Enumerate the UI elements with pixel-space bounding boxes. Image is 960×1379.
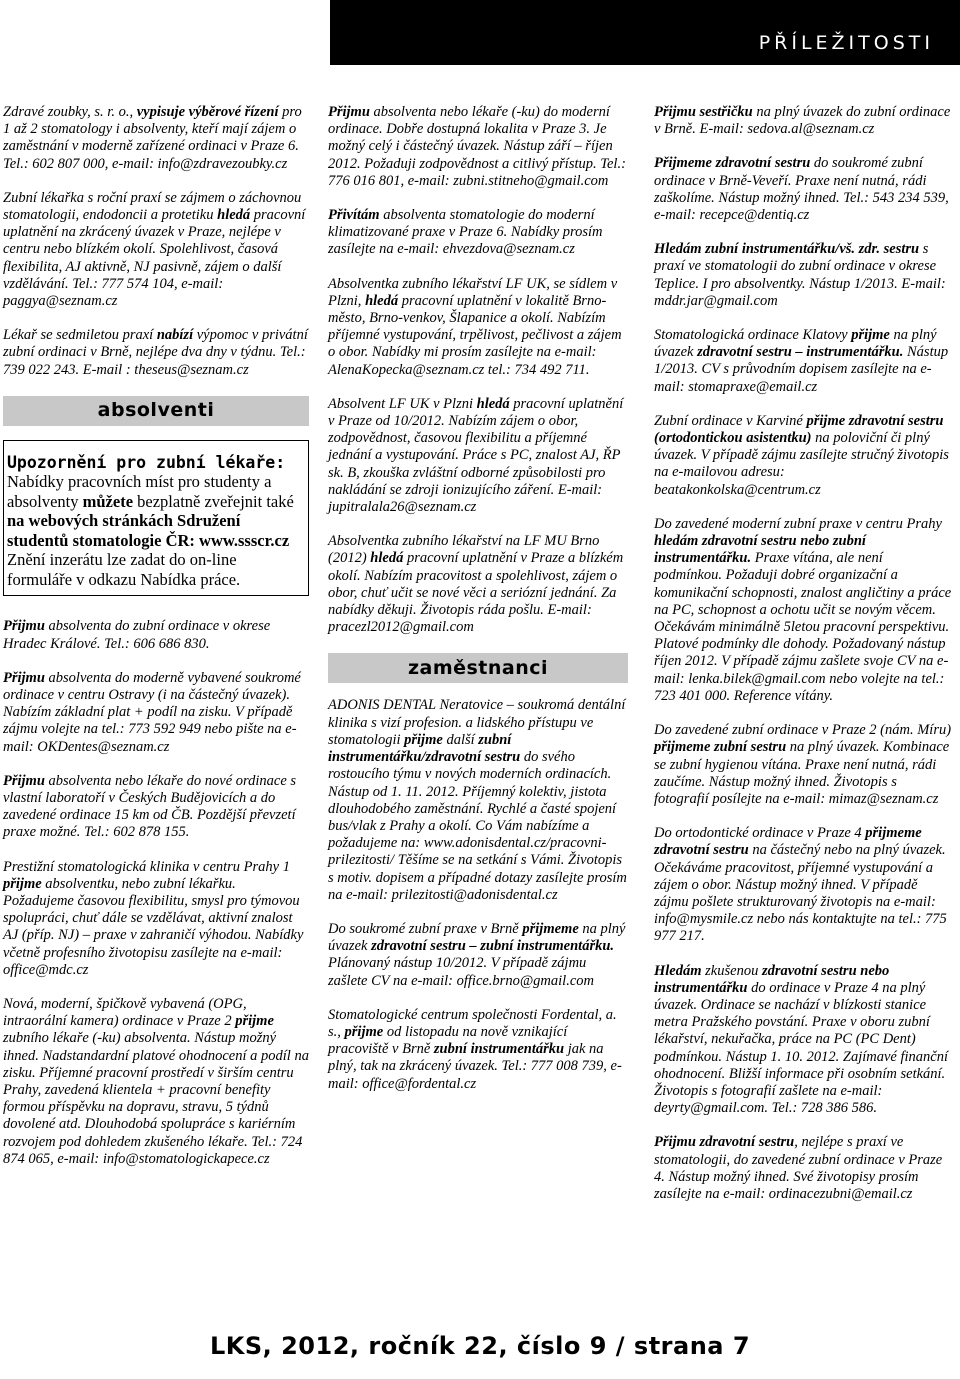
page-footer: LKS, 2012, ročník 22, číslo 9 / strana 7: [209, 1332, 751, 1360]
ad-col1-5: Přijmu absolventa do moderně vybavené soukromé ordinace v centru Ostravy (i na částečný úvazek). Nabízím základní plat + podíl na zisku. V případě zájmu volejte na tel.: 773 592 949 nebo pište na e-mail: OKDentes@seznam.cz: [3, 669, 301, 755]
ad-col3-7: Do zavedené zubní ordinace v Praze 2 (nám. Míru) přijmeme zubní sestru na plný úvazek. Kombinace se zubní hygienou vítána. Praxe není nutná, rádi zaučíme. Nástup možný ihned. Životopis s fotografií posílejte na e-mail: mimaz@seznam.cz: [654, 722, 952, 807]
ad-col3-3: Hledám zubní instrumentářku/vš. zdr. sestru s praxí ve stomatologii do zubní ordinace v okrese Teplice. I pro absolventky. Nástup 1/2013. E-mail: mddr.jar@gmail.com: [654, 241, 946, 309]
page-title: PŘÍLEŽITOSTI: [758, 32, 934, 54]
ad-col1-3: Lékař se sedmiletou praxí nabízí výpomoc v privátní zubní ordinaci v Brně, nejlépe dva dny v týdnu. Tel.: 739 022 243. E-mail : theseus@seznam.cz: [3, 327, 308, 378]
ad-col1-1: Zdravé zoubky, s. r. o., vypisuje výběrové řízení pro 1 až 2 stomatology i absolventy, kteří mají zájem o zaměstnání v moderně zařízené ordinaci v Praze 6. Tel.: 602 807 000, e-mail: info@zdravezoubky.cz: [3, 104, 302, 172]
notice-box: Upozornění pro zubní lékaře: Nabídky pracovních míst pro studenty a absolventy můžete bezplatně zveřejnit také na webových stránkách Sdružení studentů stomatologie ČR: www.ssscr.cz Znění inzerátu lze zadat do on-line formuláře v odkazu Nabídka práce.: [3, 440, 309, 597]
ad-col3-2: Přijmeme zdravotní sestru do soukromé zubní ordinace v Brně-Veveří. Praxe není nutná, rádi zaškolíme. Nástup možný ihned. Tel.: 543 234 539, e-mail: recepce@dentiq.cz: [654, 155, 949, 224]
ad-col2-5: Absolventka zubního lékařství na LF MU Brno (2012) hledá pracovní uplatnění v Praze a blízkém okolí. Nabízím pracovitost a spolehlivost, zájem o obor, chuť učit se nové věci a seriózní jednání. Za nabídky děkuji. Životopis ráda pošlu. E-mail: pracezl2012@gmail.com: [328, 533, 624, 636]
ad-col2-7: Do soukromé zubní praxe v Brně přijmeme na plný úvazek zdravotní sestru – zubní instrumentářku. Plánovaný nástup 10/2012. V případě zájmu zašlete CV na e-mail: office.brno@gmail.com: [328, 920, 626, 989]
ad-col3-10: Přijmu zdravotní sestru, nejlépe s praxí ve stomatologii, do zavedené zubní ordinace v Praze 4. Nástup možný ihned. Své životopisy prosím zasílejte na e-mail: ordinacezubni@email.cz: [654, 1134, 943, 1202]
ad-col3-8: Do ortodontické ordinace v Praze 4 přijmeme zdravotní sestru na částečný nebo na plný úvazek. Očekáváme pracovitost, příjemné vystupování a zájem o obor. Nástup možný ihned. V případě zájmu pošlete strukturovaný životopis na e-mail: info@mysmile.cz nebo nás kontaktujte na tel.: 775 977 217.: [654, 825, 947, 945]
column-1: [3, 104, 309, 1185]
header-bar: [330, 0, 960, 65]
column-2: [328, 104, 628, 1110]
section-header-zamestnanci: zaměstnanci: [328, 653, 628, 683]
ad-col1-2: Zubní lékařka s roční praxí se zájmem o záchovnou stomatologii, endodoncii a protetiku hledá pracovní uplatnění na zkrácený úvazek v Praze, nejlépe v centru nebo blízkém okolí. Spolehlivost, časová flexibilita, AJ aktivně, NJ pasivně, zájem o další vzdělávání. Tel.: 777 574 104, e-mail: paggya@seznam.cz: [3, 189, 306, 310]
notice-title: Upozornění pro zubní lékaře:: [7, 452, 286, 472]
ad-col2-1: Přijmu absolventa nebo lékaře (-ku) do moderní ordinace. Dobře dostupná lokalita v Praze 3. Je možný celý i částečný úvazek. Nástup září – říjen 2012. Požaduji zodpovědnost a citlivý přístup. Tel.: 776 016 801, e-mail: zubni.stitneho@gmail.com: [328, 104, 626, 189]
ad-col2-8: Stomatologické centrum společnosti Fordental, a. s., přijme od listopadu na nově vznikající pracoviště v Brně zubní instrumentářku jak na plný, tak na zkrácený úvazek. Tel.: 777 008 739, e-mail: office@fordental.cz: [328, 1006, 622, 1092]
ad-col2-3: Absolventka zubního lékařství LF UK, se sídlem v Plzni, hledá pracovní uplatnění v lokalitě Brno-město, Brno-venkov, Šlapanice a okolí. Nabízím příjemné vystupování, trpělivost, pečlivost a zájem o obor. Nabídky mi prosím zasílejte na e-mail: AlenaKopecka@seznam.cz tel.: 734 492 711.: [328, 275, 622, 378]
section-header-absolventi: absolventi: [3, 396, 309, 426]
ad-col1-7: Prestižní stomatologická klinika v centru Prahy 1 přijme absolventku, nebo zubní lékařku. Požadujeme časovou flexibilitu, smysl pro týmovou spolupráci, chuť dále se vzdělávat, aktivní znalost AJ (příp. NJ) – praxe v zahraničí výhodou. Nabídky včetně profesního životopisu zasílejte na e-mail: office@mdc.cz: [3, 858, 304, 978]
ad-col2-2: Přivítám absolventa stomatologie do moderní klimatizované praxe v Praze 6. Nabídky prosím zasílejte na e-mail: ehvezdova@seznam.cz: [328, 207, 603, 258]
ad-col3-9: Hledám zkušenou zdravotní sestru nebo instrumentářku do ordinace v Praze 4 na plný úvazek. Ordinace se nachází v blízkosti stanice metra Pražského povstání. Praxe v oboru zubní lékařství, nekuřačka, práce na PC (PC Dent) podmínkou. Nástup 1. 10. 2012. Zajímavé finanční ohodnocení. Bližší informace při osobním setkání. Životopis s fotografií zašlete na e-mail: deyrty@gmail.com. Tel.: 728 386 586.: [654, 962, 949, 1117]
column-3: [654, 104, 954, 1220]
ad-col1-8: Nová, moderní, špičkově vybavená (OPG, intraorální kamera) ordinace v Praze 2 přijme zubního lékaře (-ku) absolventa. Nástup možný ihned. Nadstandardní platové ohodnocení a podíl na zisku. Příjemné pracovní prostředí v širším centru Prahy, zavedená klientela + pracovní benefity formou příspěvku na dopravu, stravu, 5 týdnů dovolené atd. Dlouhodobá spolupráce s kariérním rozvojem pod dohledem zkušeného lékaře. Tel.: 724 874 065, e-mail: info@stomatologickapece.cz: [3, 996, 309, 1167]
ad-col1-6: Přijmu absolventa nebo lékaře do nové ordinace s vlastní laboratoří v Českých Budějovicích a do zavedené ordinace 15 km od ČB. Pozdější převzetí praxe možné. Tel.: 602 878 155.: [3, 772, 297, 841]
ad-col3-5: Zubní ordinace v Karviné přijme zdravotní sestru (ortodontickou asistentku) na poloviční či plný úvazek. V případě zájmu zasílejte stručný životopis na e-mailovou adresu: beatakonkolska@centrum.cz: [654, 412, 949, 498]
ad-col3-1: Přijmu sestřičku na plný úvazek do zubní ordinace v Brně. E-mail: sedova.al@seznam.cz: [654, 104, 951, 138]
notice-link[interactable]: na webových stránkách Sdružení studentů stomatologie ČR: www.ssscr.cz: [7, 511, 290, 550]
ad-col2-6: ADONIS DENTAL Neratovice – soukromá dentální klinika s vizí profesion. a lidského přístupu ve stomatologii přijme další zubní instrumentářku/zdravotní sestru do svého rostoucího týmu v nových moderních ordinacích. Nástup od 1. 11. 2012. Příjemný kolektiv, jistota dlouhodobého zaměstnání. Rychlé a časté spojení bus/vlak z Prahy a okolí. Co Vám nabízíme a požadujeme na: www.adonisdental.cz/pracovni-prilezitosti/ Těšíme se na setkání s Vámi. Životopis s motiv. dopisem a případné dotazy zasílejte prosím na e-mail: prilezitosti@adonisdental.cz: [328, 697, 627, 903]
ad-col1-4: Přijmu absolventa do zubní ordinace v okrese Hradec Králové. Tel.: 606 686 830.: [3, 618, 271, 652]
ad-col3-6: Do zavedené moderní zubní praxe v centru Prahy hledám zdravotní sestru nebo zubní instrumentářku. Praxe vítána, ale není podmínkou. Požaduji dobré organizační a komunikační schopnosti, znalost angličtiny a práce na PC, schopnost a ochotu učit se novým věcem. Očekávám minimálně 5letou pracovní perspektivu. Platové podmínky dle dohody. Požadovaný nástup říjen 2012. V případě zájmu zašlete svoje CV na e-mail: lenka.bilek@gmail.com nebo volejte na tel.: 723 401 000. Reference vítány.: [654, 515, 952, 704]
ad-col2-4: Absolvent LF UK v Plzni hledá pracovní uplatnění v Praze od 10/2012. Nabízím zájem o obor, zodpovědnost, časovou flexibilitu a příjemné jednání a vystupování. Práce s PC, znalost AJ, ŘP sk. B, zkouška zvláštní odborné způsobilosti pro nakládání se zdroji ionizujícího záření. E-mail: jupitralala26@seznam.cz: [328, 395, 624, 516]
ad-col3-4: Stomatologická ordinace Klatovy přijme na plný úvazek zdravotní sestru – instrumentářku. Nástup 1/2013. CV s průvodním dopisem zasílejte na e-mail: stomapraxe@email.cz: [654, 327, 949, 395]
